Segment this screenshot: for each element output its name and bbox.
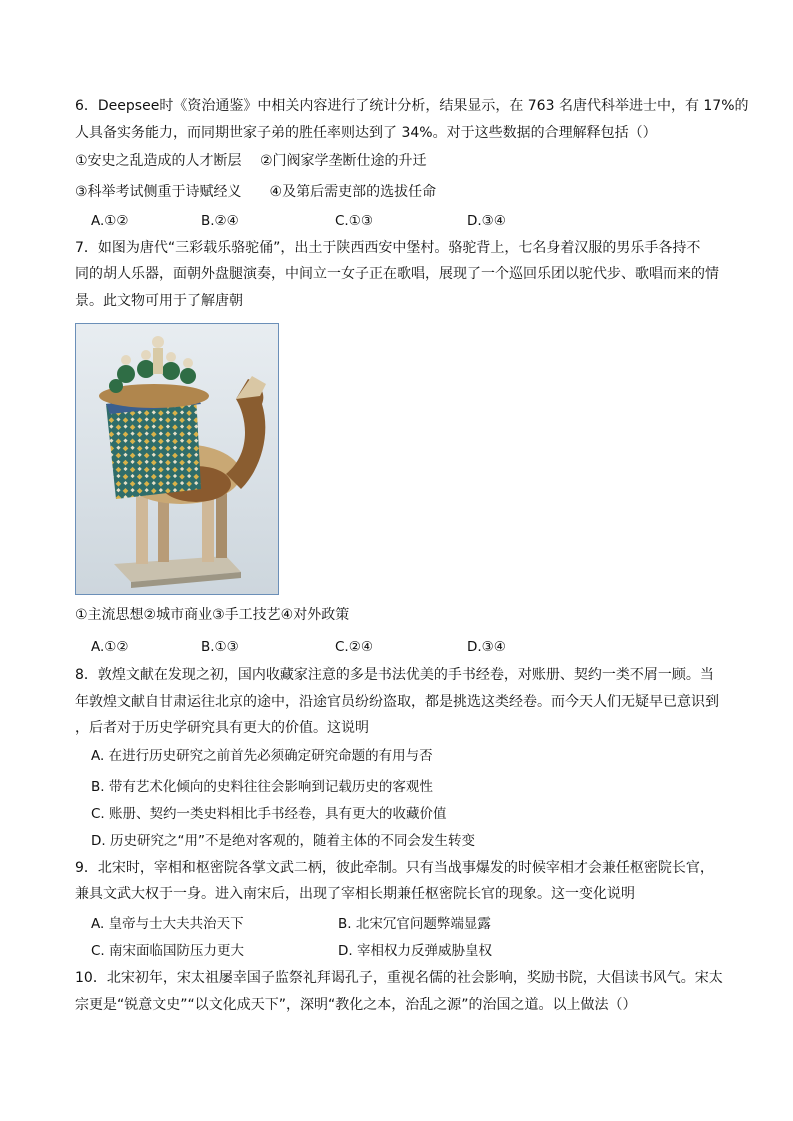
q8-option-d[interactable]: D. 历史研究之“用”不是绝对客观的，随着主体的不同会发生转变: [91, 833, 475, 849]
q8-stem-line-2: 年敦煌文献自甘肃运往北京的途中，沿途官员纷纷盗取，都是挑选这类经卷。而今天人们无疑早已意识到: [75, 694, 719, 710]
q7-items: ①主流思想②城市商业③手工技艺④对外政策: [75, 607, 350, 623]
q10-stem-line-2: 宗更是“锐意文史”“以文化成天下”，深明“教化之本，治乱之源”的治国之道。以上做法（）: [75, 997, 637, 1013]
q8-stem-line-1: 8．敦煌文献在发现之初，国内收藏家注意的多是书法优美的手书经卷，对账册、契约一类不屑一顾。当: [75, 667, 714, 683]
q7-option-d[interactable]: D.③④: [467, 639, 506, 655]
q6-option-d[interactable]: D.③④: [467, 213, 506, 229]
q10-stem-line-1: 10．北宋初年，宋太祖屡幸国子监祭礼拜谒孔子，重视名儒的社会影响，奖励书院，大倡读书风气。宋太: [75, 970, 723, 986]
q9-stem-line-1: 9．北宋时，宰相和枢密院各掌文武二柄，彼此牵制。只有当战事爆发的时候宰相才会兼任枢密院长官，: [75, 860, 714, 876]
tang-sancai-camel-figure: [75, 323, 279, 595]
q9-stem-line-2: 兼具文武大权于一身。进入南宋后，出现了宰相长期兼任枢密院长官的现象。这一变化说明: [75, 886, 635, 902]
q6-option-a[interactable]: A.①②: [91, 213, 129, 229]
q6-items-1-2: ①安史之乱造成的人才断层 ②门阀家学垄断仕途的升迁: [75, 153, 427, 169]
q7-option-a[interactable]: A.①②: [91, 639, 129, 655]
q8-stem-line-3: ，后者对于历史学研究具有更大的价值。这说明: [75, 720, 369, 736]
q7-option-b[interactable]: B.①③: [201, 639, 239, 655]
q6-option-c[interactable]: C.①③: [335, 213, 373, 229]
q6-stem-line-2: 人具备实务能力，而同期世家子弟的胜任率则达到了 34%。对于这些数据的合理解释包括（）: [75, 125, 657, 141]
q9-option-c[interactable]: C. 南宋面临国防压力更大: [91, 943, 245, 959]
q7-option-c[interactable]: C.②④: [335, 639, 373, 655]
q7-stem-line-2: 同的胡人乐器，面朝外盘腿演奏，中间立一女子正在歌唱，展现了一个巡回乐团以驼代步、歌唱而来的情: [75, 266, 719, 282]
q8-option-a[interactable]: A. 在进行历史研究之前首先必须确定研究命题的有用与否: [91, 748, 433, 764]
q7-stem-line-3: 景。此文物可用于了解唐朝: [75, 293, 243, 309]
q7-stem-line-1: 7．如图为唐代“三彩载乐骆驼俑”，出土于陕西西安中堡村。骆驼背上，七名身着汉服的男乐手各持不: [75, 240, 701, 256]
camel-figurine-image: [76, 324, 278, 594]
q9-option-d[interactable]: D. 宰相权力反弹威胁皇权: [338, 943, 492, 959]
q6-items-3-4: ③科举考试侧重于诗赋经义 ④及第后需吏部的选拔任命: [75, 184, 437, 200]
q8-option-c[interactable]: C. 账册、契约一类史料相比手书经卷，具有更大的收藏价值: [91, 806, 447, 822]
q8-option-b[interactable]: B. 带有艺术化倾向的史料往往会影响到记载历史的客观性: [91, 779, 433, 795]
q6-option-b[interactable]: B.②④: [201, 213, 239, 229]
q9-option-a[interactable]: A. 皇帝与士大夫共治天下: [91, 916, 244, 932]
q9-option-b[interactable]: B. 北宋冗官问题弊端显露: [338, 916, 491, 932]
q6-stem-line-1: 6．Deepsee时《资治通鉴》中相关内容进行了统计分析，结果显示，在 763 名唐代科举进士中，有 17%的: [75, 98, 749, 114]
